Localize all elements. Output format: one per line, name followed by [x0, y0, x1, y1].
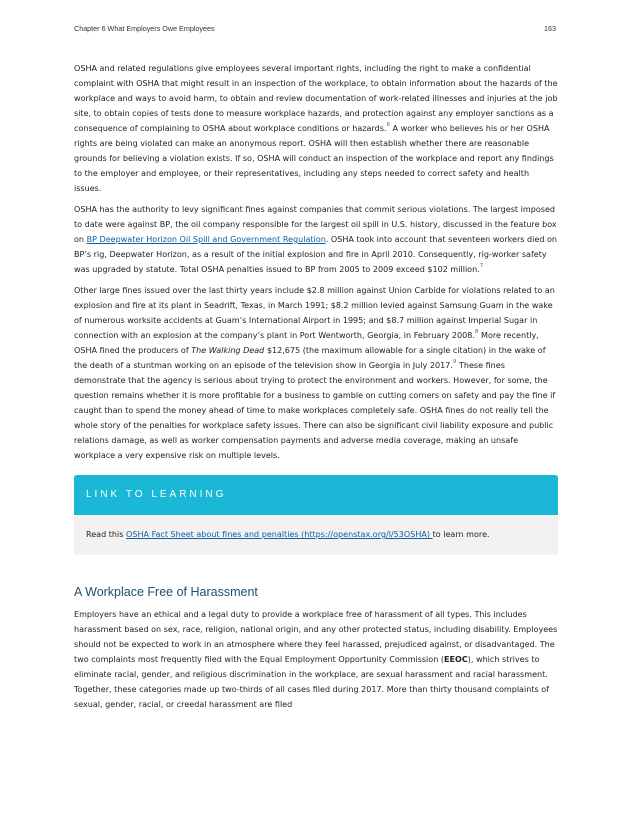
paragraph-text: These fines demonstrate that the agency is serious about trying to protect the environment and workers. However, for some, the question remains whether it is more profitable for a business to gamble on cutting corners on safety and pay the fine if caught than to spend the money ahead of time to make workplaces completely safe. OSHA fines do not really tell the whole story of the penalties for workplace safety issues. There can also be significant civil liability exposure and public relations damage, as well as worker compensation payments and adverse media coverage, making an unsafe workplace a very expensive risk on multiple levels. [74, 361, 556, 460]
paragraph-osha-rights [74, 61, 558, 196]
page-number: 163 [544, 24, 556, 33]
paragraph-text: Employers have an ethical and a legal duty to provide a workplace free of harassment of all types. This includes harassment based on sex, race, religion, national origin, and any other protected status, including disability. Employees should not be expected to work in an atmosphere where they feel harassed, prejudiced against, or disadvantaged. The two complaints most frequently filed with the Equal Employment Opportunity Commission ( [74, 610, 558, 664]
bp-deepwater-link[interactable]: BP Deepwater Horizon Oil Spill and Government Regulation [86, 235, 326, 244]
box-text: to learn more. [432, 530, 490, 539]
footnote-ref-6[interactable]: 6 [386, 122, 390, 128]
page-content [74, 61, 558, 718]
paragraph-text: OSHA and related regulations give employees several important rights, including the right to make a confidential complaint with OSHA that might result in an inspection of the workplace, to obtain information about the hazards of the workplace and ways to avoid harm, to obtain and review documentation of work-related illnesses and injuries at the job site, to obtain copies of tests done to measure workplace hazards, and protection against any employer sanctions as a consequence of complaining to OSHA about workplace conditions or hazards. [74, 64, 558, 133]
link-to-learning-body [74, 515, 558, 555]
osha-fact-sheet-link[interactable]: OSHA Fact Sheet about fines and penalties (https://openstax.org/l/53OSHA) [126, 530, 433, 539]
show-title: The Walking Dead [191, 346, 265, 355]
paragraph-large-fines [74, 283, 558, 463]
page-header [74, 24, 556, 36]
box-text: Read this [86, 530, 127, 539]
footnote-ref-7[interactable]: 7 [479, 263, 484, 269]
footnote-ref-8[interactable]: 8 [474, 329, 479, 335]
paragraph-text: Other large fines issued over the last thirty years include $2.8 million against Union Carbide for violations related to an explosion and fire at its plant in Seadrift, Texas, in March 1991; $8.2 million levied against Samsung Guam in the wake of numerous worksite accidents at Guam’s International Airport in 1995; and $8.7 million against Imperial Sugar in connection with an explosion at the company’s plant in Port Wentworth, Georgia, in February 2008. [74, 286, 555, 340]
paragraph-text: ), which strives to eliminate racial, gender, and religious discrimination in the workplace, are sexual harassment and racial harassment. Together, these categories made up two-thirds of all cases filed during 2017. More than thirty thousand complaints of sexual, gender, racial, or creedal harassment are filed [74, 655, 549, 709]
paragraph-text: More recently, OSHA fined the producers of [74, 331, 539, 355]
paragraph-text: . OSHA took into account that seventeen workers died on BP’s rig, Deepwater Horizon, as a result of the initial explosion and fire in April 2010. Consequently, rig-worker safety was upgraded by statute. Total OSHA penalties issued to BP from 2005 to 2009 exceed $102 million. [74, 235, 558, 274]
paragraph-text: OSHA has the authority to levy significant fines against companies that commit serious violations. The largest imposed to date were against BP, the oil company responsible for the largest oil spill in U.S. history, discussed in the feature box on [74, 205, 557, 244]
section-title: A Workplace Free of Harassment [74, 585, 258, 599]
link-to-learning-title: LINK TO LEARNING [74, 475, 558, 515]
footnote-ref-9[interactable]: 9 [452, 359, 457, 365]
paragraph-text: $12,675 (the maximum allowable for a single citation) in the wake of the death of a stuntman working on an episode of the television show in Georgia in July 2017. [74, 346, 546, 370]
chapter-title: Chapter 6 What Employers Owe Employees [74, 24, 215, 33]
eeoc-term: EEOC [444, 655, 468, 664]
paragraph-text: A worker who believes his or her OSHA rights are being violated can make an anonymous report. OSHA will then establish whether there are reasonable grounds for believing a violation exists. If so, OSHA will conduct an inspection of the workplace and report any findings to the employer and employee, or their representatives, including any steps needed to correct safety and health issues. [74, 124, 554, 193]
link-to-learning-box [74, 475, 558, 555]
paragraph-osha-fines [74, 202, 558, 277]
paragraph-harassment [74, 607, 558, 712]
